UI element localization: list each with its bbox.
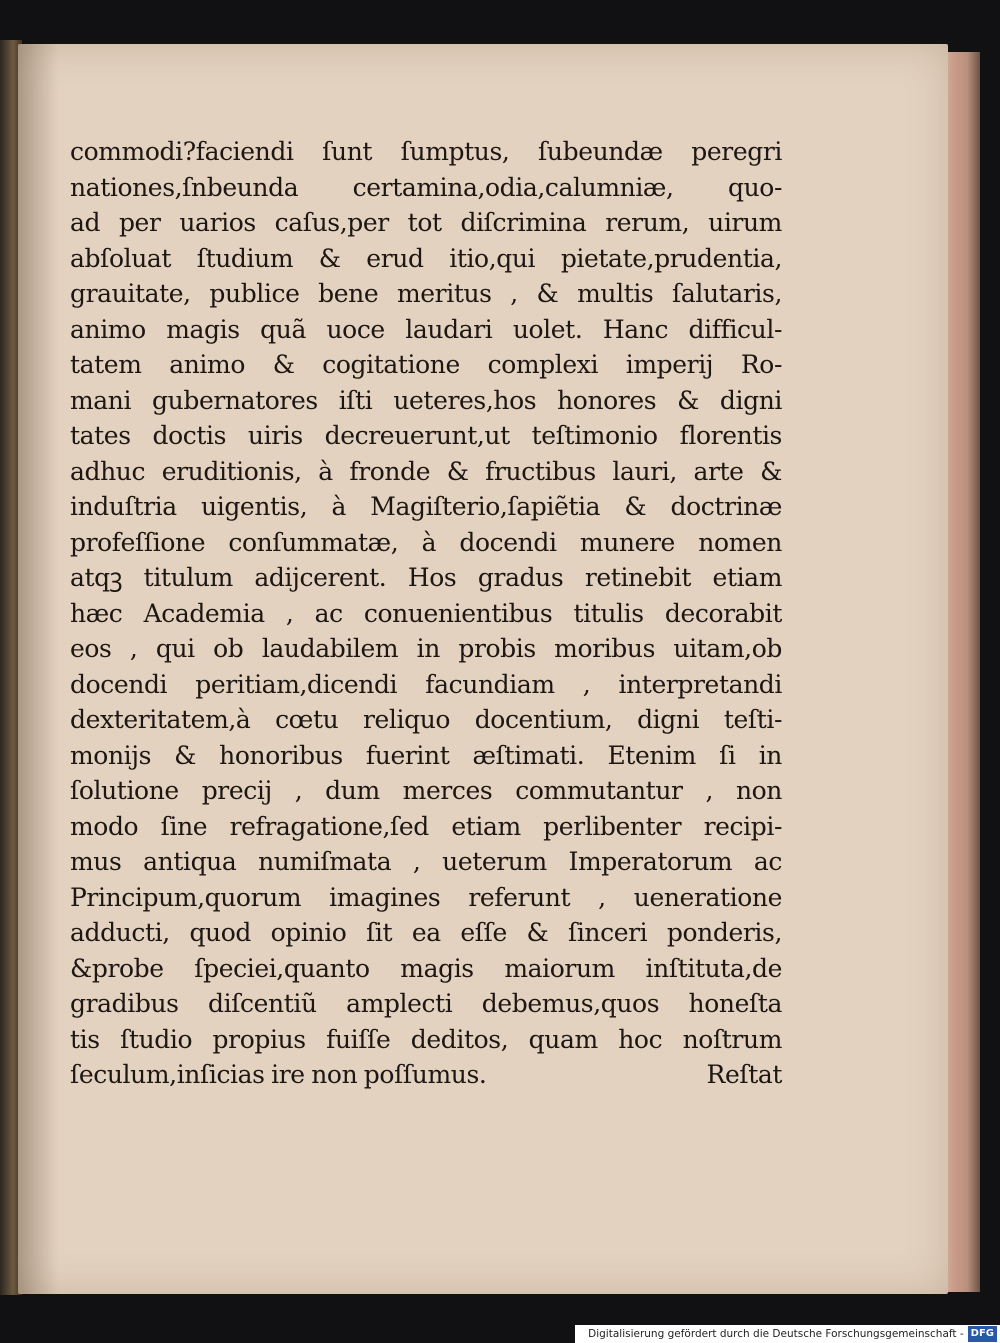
- text-line: profeſſione conſummatæ, à docendi munere nomen: [70, 527, 782, 557]
- text-line: eos , qui ob laudabilem in probis moribus uitam,ob: [70, 634, 782, 663]
- text-line: nationes,ſnbeunda certamina,odia,calumniæ, quo-: [70, 172, 782, 202]
- text-line: hæc Academia , ac conuenientibus titulis decorabit: [70, 598, 782, 628]
- text-line: dexteritatem,à cœtu reliquo docentium, digni teſti-: [70, 705, 782, 734]
- text-line: Principum,quorum imagines referunt , ueneratione: [70, 882, 782, 912]
- text-line: monijs & honoribus fuerint æſtimati. Etenim ſi in: [70, 740, 782, 770]
- text-line: ad per uarios caſus,per tot diſcrimina rerum, uirum: [70, 208, 782, 237]
- last-line-text: ſeculum,inſicias ire non poſſumus.: [70, 1060, 487, 1089]
- text-line: tatem animo & cogitatione complexi imperij Ro-: [70, 350, 782, 379]
- catchword: Reſtat: [706, 1060, 782, 1089]
- text-line: ſolutione precij , dum merces commutantur , non: [70, 776, 782, 805]
- text-line: tates doctis uiris decreuerunt,ut teſtimonio florentis: [70, 421, 782, 450]
- text-line-last: [70, 1057, 782, 1093]
- text-line: docendi peritiam,dicendi facundiam , interpretandi: [70, 669, 782, 699]
- text-line: modo ſine refragatione,ſed etiam perlibenter recipi-: [70, 811, 782, 841]
- text-line: mus antiqua numiſmata , ueterum Imperatorum ac: [70, 847, 782, 876]
- text-line: mani gubernatores iſti ueteres,hos honores & digni: [70, 385, 782, 415]
- text-line: adducti, quod opinio ſit ea eſſe & ſinceri ponderis,: [70, 918, 782, 947]
- text-line: &probe ſpeciei,quanto magis maiorum inſtituta,de: [70, 953, 782, 983]
- text-line: tis ſtudio propius fuiſſe deditos, quam hoc noſtrum: [70, 1024, 782, 1054]
- text-line: adhuc eruditionis, à fronde & fructibus lauri, arte &: [70, 456, 782, 486]
- text-line: animo magis quã uoce laudari uolet. Hanc difficul-: [70, 314, 782, 344]
- text-line: atqꝫ titulum adijcerent. Hos gradus retinebit etiam: [70, 563, 782, 592]
- text-line: induſtria uigentis, à Magiſterio,ſapiẽtia & doctrinæ: [70, 492, 782, 521]
- digitization-footer: [575, 1325, 1000, 1343]
- dfg-logo-icon: DFG: [968, 1326, 997, 1342]
- footer-credit: Digitalisierung gefördert durch die Deutsche Forschungsgemeinschaft -: [588, 1328, 964, 1340]
- gutter-shadow: [18, 44, 58, 1294]
- book-page: [18, 44, 948, 1294]
- text-line: abſoluat ſtudium & erud itio,qui pietate,prudentia,: [70, 243, 782, 273]
- text-line: gradibus diſcentiũ amplecti debemus,quos honeſta: [70, 989, 782, 1018]
- text-line: grauitate, publice bene meritus , & multis ſalutaris,: [70, 279, 782, 308]
- page-text: [70, 134, 782, 1093]
- text-line: commodi?faciendi ſunt ſumptus, ſubeundæ peregri: [70, 137, 782, 166]
